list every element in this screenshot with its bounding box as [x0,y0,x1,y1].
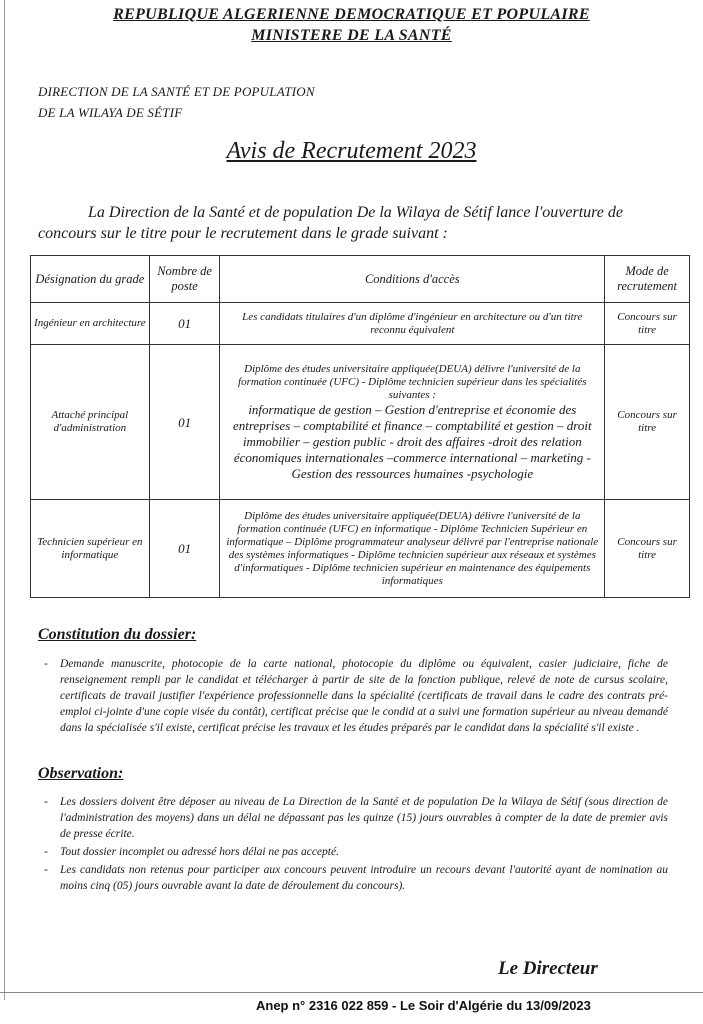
cell-grade: Ingénieur en architecture [31,303,150,345]
cell-conditions [220,345,605,500]
list-item: - Les candidats non retenus pour participer aux concours peuvent introduire un recours devant l'autorité ayant de nomination au moins cinq (05) jours ouvrable avant la date de déroulement du concours). [38,862,668,894]
conditions-specialites: informatique de gestion – Gestion d'entreprise et économie des entreprises – comptabilité et finance – comptabilité et gestion – droit immobilier – gestion public - droit des affaires -droit des relation économiques internationales –commerce international – marketing -Gestion des ressources humaines -psychologie [232,401,592,481]
section-title-constitution: Constitution du dossier: [38,626,197,643]
table-row [31,303,690,345]
table-header-row [31,256,690,303]
header-conditions: Conditions d'accès [220,256,605,303]
cell-postes: 01 [149,345,220,500]
signature: Le Directeur [498,958,598,979]
constitution-list [38,656,668,738]
cell-postes: 01 [149,303,220,345]
section-title-observation: Observation: [38,765,124,782]
header-republique: REPUBLIQUE ALGERIENNE DEMOCRATIQUE ET POPULAIRE [113,6,590,23]
table-row [31,500,690,598]
cell-conditions: Les candidats titulaires d'un diplôme d'ingénieur en architecture ou d'un titre reconnu équivalent [220,303,605,345]
direction-line-1: DIRECTION DE LA SANTÉ ET DE POPULATION [38,84,315,99]
intro-paragraph: La Direction de la Santé et de population De la Wilaya de Sétif lance l'ouverture de concours sur le titre pour le recrutement dans le grade suivant : [38,204,624,242]
cell-mode: Concours sur titre [605,500,690,598]
list-item: - Tout dossier incomplet ou adressé hors délai ne pas accepté. [38,844,668,860]
conditions-diplomes: Diplôme des études universitaire appliquée(DEUA) délivre l'université de la formation continuée (UFC) - Diplôme technicien supérieur dans les spécialités suivantes : [238,362,587,401]
footer-divider [0,992,703,993]
cell-postes: 01 [149,500,220,598]
header-grade: Désignation du grade [31,256,150,303]
observation-list [38,794,668,896]
cell-conditions: Diplôme des études universitaire appliquée(DEUA) délivre l'université de la formation continuée (UFC) en informatique - Diplôme Technicien Supérieur en informatique – Diplôme programmateur analyseur délivré par l'entreprise nationale des systèmes informatiques - Diplôme technicien supérieur aux réseaux et systèmes d'informatiques - Diplôme technicien supérieur en maintenance des équipements informatiques [220,500,605,598]
list-item: - Demande manuscrite, photocopie de la carte national, photocopie du diplôme ou équivalent, casier judiciaire, fiche de renseignement rempli par le candidat et télécharger à partir de site de la fonction publique, relevé de note de cursus scolaire, certificats de travail justifier l'expérience professionnelle dans la spécialité (certificats de travail dans le cadre des contrats pré-emploi ci-jointe d'une copie visée du contât), certificat précise que le condid at a suivi une formation supérieur au niveau demandé dans la spécialisée s'il existe, certificat précise les travaux et les études préparés par le candidat dans la spécialité s'il existe . [38,656,668,736]
header-mode: Mode de recrutement [605,256,690,303]
table-row [31,345,690,500]
recruitment-table [30,255,690,598]
cell-mode: Concours sur titre [605,303,690,345]
header-ministere: MINISTERE DE LA SANTÉ [251,27,452,44]
footer-reference: Anep n° 2316 022 859 - Le Soir d'Algérie du 13/09/2023 [256,998,591,1013]
list-item: - Les dossiers doivent être déposer au niveau de La Direction de la Santé et de population De la Wilaya de Sétif (sous direction de l'administration des moyens) dans un délai ne dépassant pas les quinze (15) jours ouvrables à compter de la date de premier avis de presse écrite. [38,794,668,842]
header-postes: Nombre de poste [149,256,220,303]
direction-line-2: DE LA WILAYA DE SÉTIF [38,105,183,120]
cell-grade: Technicien supérieur en informatique [31,500,150,598]
cell-grade: Attaché principal d'administration [31,345,150,500]
cell-mode: Concours sur titre [605,345,690,500]
page-title: Avis de Recrutement 2023 [226,138,477,164]
